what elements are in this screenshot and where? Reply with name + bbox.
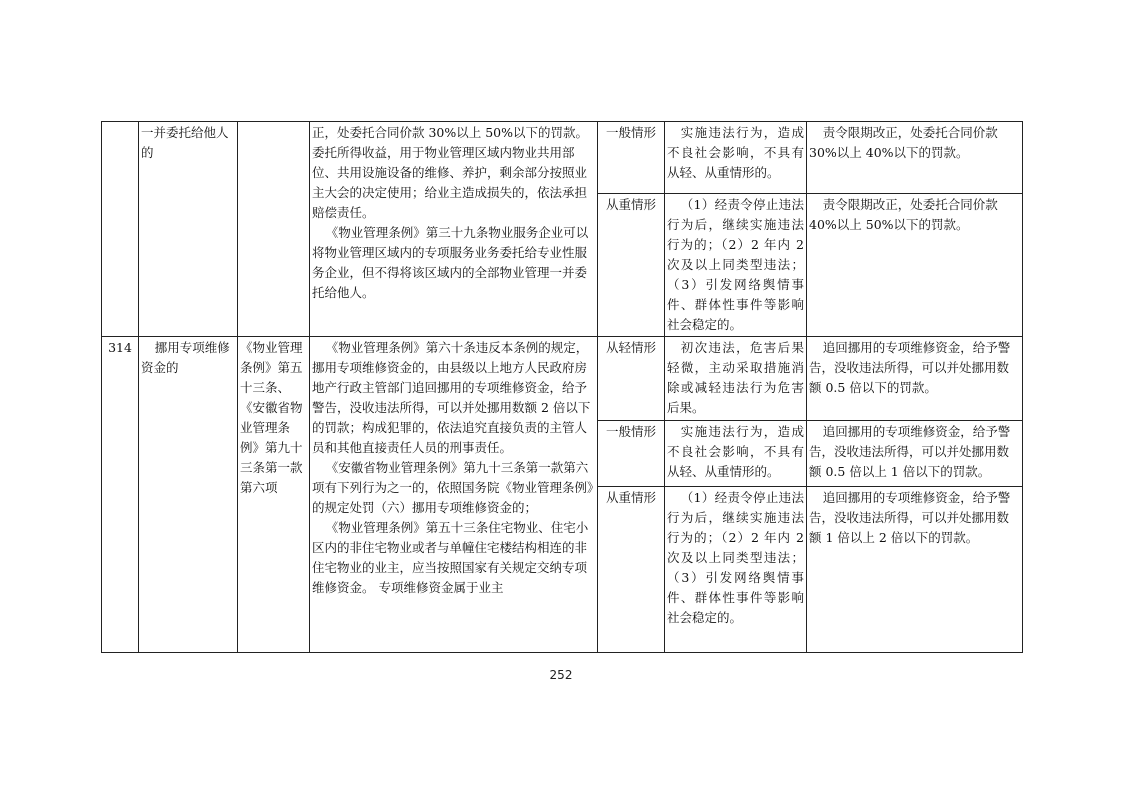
violation-name-cell xyxy=(139,337,238,653)
penalty-text: 责令限期改正，处委托合同价款 40%以上 50%以下的罚款。 xyxy=(809,197,998,232)
provision-text: 《安徽省物业管理条例》第九十三条第一款第六项有下列行为之一的，依照国务院《物业管理条例》的规定处罚（六）挪用专项维修资金的； xyxy=(312,460,594,515)
standard-text: 实施违法行为，造成不良社会影响，不具有从轻、从重情形的。 xyxy=(667,125,804,180)
penalty-cell xyxy=(807,122,1023,194)
circumstance-cell: 一般情形 xyxy=(598,421,665,487)
penalty-cell xyxy=(807,337,1023,421)
provision-text: 正，处委托合同价款 30%以上 50%以下的罚款。委托所得收益，用于物业管理区域内物业共用部位、共用设施设备的维修、养护，剩余部分按照业主大会的决定使用；给业主造成损失的，依法承担赔偿责任。 xyxy=(312,125,589,220)
table-row xyxy=(102,122,1023,194)
provision-text: 《物业管理条例》第五十三条住宅物业、住宅小区内的非住宅物业或者与单幢住宅楼结构相连的非住宅物业的业主，应当按照国家有关规定交纳专项维修资金。 专项维修资金属于业主 xyxy=(312,520,589,595)
provision-text: 《物业管理条例》第六十条违反本条例的规定，挪用专项维修资金的，由县级以上地方人民政府房地产行政主管部门追回挪用的专项维修资金，给予警告，没收违法所得，可以并处挪用数额 2 倍以下的罚款；构成犯罪的，依法追究直接负责的主管人员和其他直接责任人员的刑事责任。 xyxy=(312,340,591,455)
standard-text: （1）经责令停止违法行为后，继续实施违法行为的；（2）2 年内 2 次及以上同类型违法；（3）引发网络舆情事件、群体性事件等影响社会稳定的。 xyxy=(667,490,804,625)
penalty-text: 追回挪用的专项维修资金，给予警告，没收违法所得，可以并处挪用数额 0.5 倍以下的罚款。 xyxy=(809,340,1011,395)
legal-provision-cell xyxy=(310,337,598,653)
penalty-cell xyxy=(807,421,1023,487)
table-row xyxy=(102,337,1023,421)
penalty-cell xyxy=(807,194,1023,337)
standard-cell xyxy=(665,122,807,194)
penalty-text: 追回挪用的专项维修资金，给予警告，没收违法所得，可以并处挪用数额 0.5 倍以上 1 倍以下的罚款。 xyxy=(809,424,1011,479)
penalty-text: 追回挪用的专项维修资金，给予警告，没收违法所得，可以并处挪用数额 1 倍以上 2 倍以下的罚款。 xyxy=(809,490,1011,545)
circumstance-cell: 一般情形 xyxy=(598,122,665,194)
circumstance-cell: 从重情形 xyxy=(598,194,665,337)
standard-text: 实施违法行为，造成不良社会影响，不具有从轻、从重情形的。 xyxy=(667,424,804,479)
standard-text: （1）经责令停止违法行为后，继续实施违法行为的；（2）2 年内 2 次及以上同类型违法；（3）引发网络舆情事件、群体性事件等影响社会稳定的。 xyxy=(667,197,804,332)
penalty-cell xyxy=(807,487,1023,653)
legal-basis-cell xyxy=(238,122,310,337)
page-number: 252 xyxy=(549,668,573,682)
standard-cell xyxy=(665,421,807,487)
standard-cell xyxy=(665,487,807,653)
standard-cell xyxy=(665,337,807,421)
penalty-text: 责令限期改正，处委托合同价款 30%以上 40%以下的罚款。 xyxy=(809,125,998,160)
violation-name-text: 挪用专项维修资金的 xyxy=(141,340,230,375)
item-number-cell xyxy=(102,122,139,337)
provision-text: 《物业管理条例》第三十九条物业服务企业可以将物业管理区域内的专项服务业务委托给专业性服务企业，但不得将该区域内的全部物业管理一并委托给他人。 xyxy=(312,225,589,300)
circumstance-cell: 从轻情形 xyxy=(598,337,665,421)
legal-basis-cell: 《物业管理条例》第五十三条、《安徽省物业管理条例》第九十三条第一款第六项 xyxy=(238,337,310,653)
violation-name-cell: 一并委托给他人的 xyxy=(139,122,238,337)
penalty-discretion-table xyxy=(101,121,1023,653)
standard-cell xyxy=(665,194,807,337)
standard-text: 初次违法，危害后果轻微，主动采取措施消除或减轻违法行为危害后果。 xyxy=(667,340,804,415)
legal-provision-cell xyxy=(310,122,598,337)
item-number-cell: 314 xyxy=(102,337,139,653)
circumstance-cell: 从重情形 xyxy=(598,487,665,653)
